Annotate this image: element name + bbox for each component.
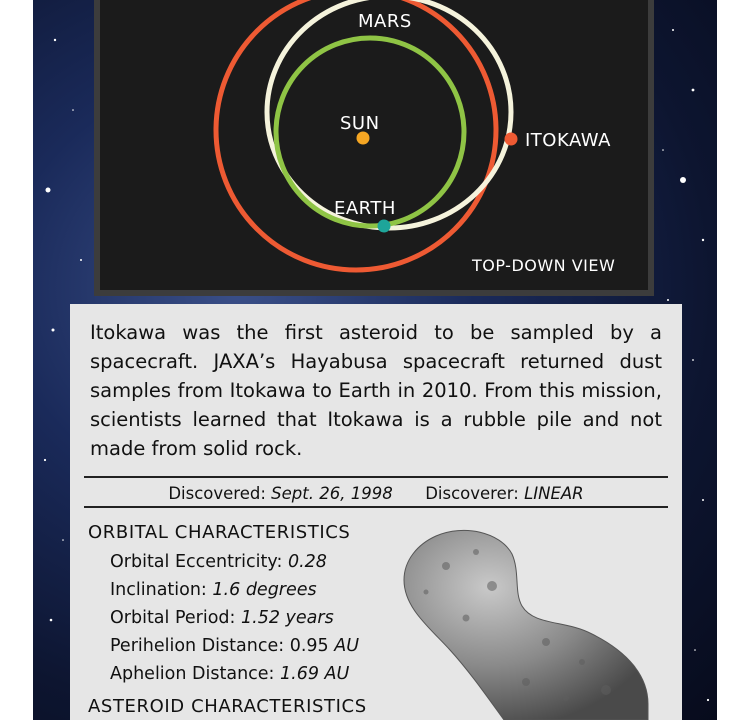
asteroid-image <box>396 522 666 720</box>
property-label: Aphelion Distance: <box>110 664 275 684</box>
property-label: Orbital Period: <box>110 608 236 628</box>
itokawa-orbit <box>267 0 511 228</box>
orbital-period <box>110 608 334 628</box>
property-label: Perihelion Distance: <box>110 636 285 656</box>
property-label: Orbital Eccentricity: <box>110 552 283 572</box>
view-label: TOP-DOWN VIEW <box>472 256 616 275</box>
divider-top <box>84 476 668 478</box>
itokawa-label: ITOKAWA <box>525 130 611 151</box>
itokawa-marker <box>505 133 518 146</box>
orbit-diagram <box>100 0 648 290</box>
discoverer-label: Discoverer: <box>425 484 519 503</box>
discovered-label: Discovered: <box>168 484 266 503</box>
sun-label: SUN <box>340 113 380 134</box>
property-value: 1.69 AU <box>280 664 350 684</box>
property-label: Inclination: <box>110 580 207 600</box>
asteroid-heading: ASTEROID CHARACTERISTICS <box>88 696 367 717</box>
property-value: 1.6 degrees <box>212 580 317 600</box>
perihelion-distance <box>110 636 359 656</box>
description-text: Itokawa was the first asteroid to be sampled by a spacecraft. JAXA’s Hayabusa spacecraft returned dust samples from Itokawa to Earth in 2010. From this mission, scientists learned that Itokawa is a rubble pile and not made from solid rock. <box>90 321 662 460</box>
orbital-eccentricity <box>110 552 327 572</box>
discovered-value: Sept. 26, 1998 <box>271 484 393 503</box>
divider-bottom <box>84 506 668 508</box>
discovery-row <box>84 480 668 508</box>
property-value: 1.52 years <box>241 608 334 628</box>
orbit-diagram-panel <box>94 0 654 296</box>
mars-label: MARS <box>358 11 412 32</box>
info-card <box>70 304 682 720</box>
discoverer-value: LINEAR <box>524 484 584 503</box>
earth-label: EARTH <box>334 198 396 219</box>
orbital-heading: ORBITAL CHARACTERISTICS <box>88 522 351 543</box>
property-value: 0.28 <box>287 552 327 572</box>
property-value: 0.95 <box>289 636 329 656</box>
property-unit: AU <box>334 636 360 656</box>
aphelion-distance <box>110 664 349 684</box>
inclination <box>110 580 317 600</box>
earth-marker <box>378 220 391 233</box>
